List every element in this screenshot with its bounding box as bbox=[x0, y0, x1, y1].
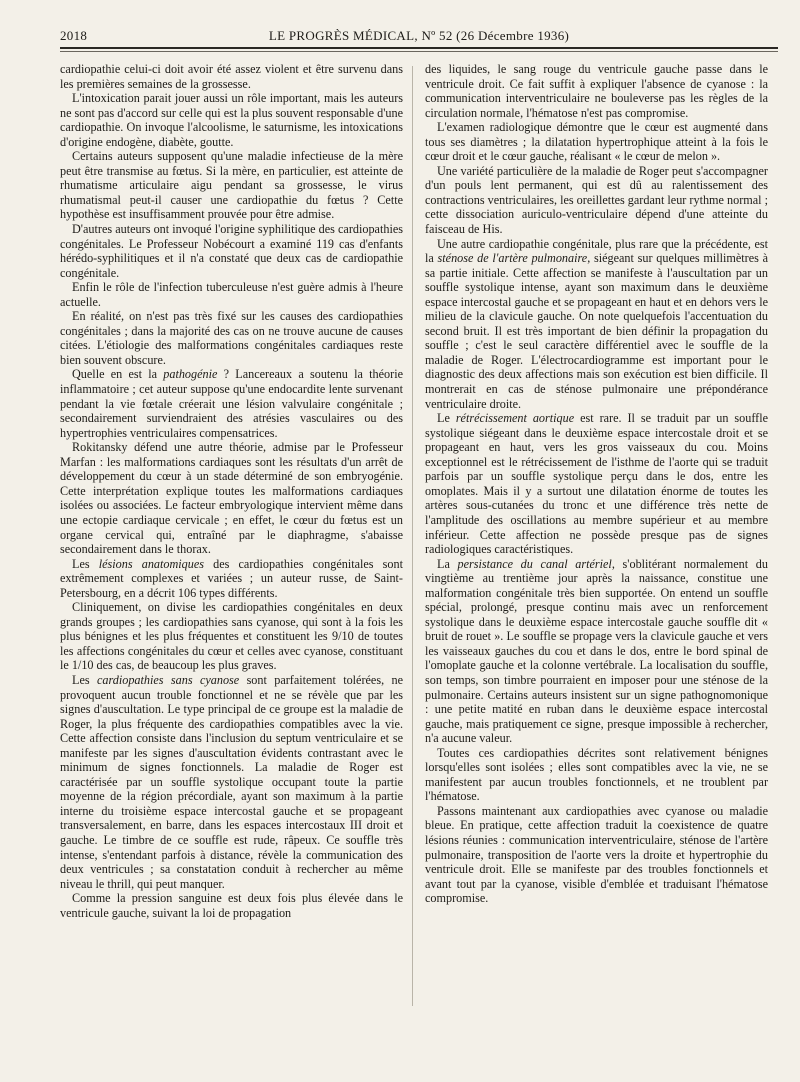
paragraph bbox=[60, 673, 403, 891]
paragraph: En réalité, on n'est pas très fixé sur les causes des cardiopathies congénitales ; dans la majorité des cas on ne trouve aucune de causes citées. L'étiologie des malformations congénitales cardiaques reste bien souvent obscure. bbox=[60, 309, 403, 367]
paragraph-text: sont parfaitement tolérées, ne provoquent aucun trouble fonctionnel et ne se révèle que par les signes d'auscultation. Le type principal de ce groupe est la maladie de Roger, la plus fréquente des cardiopathies compatibles avec la vie. Cette affection consiste dans l'inclusion du septum ventriculaire et se manifeste par les signes d'auscultation évidents contrastant avec le minimum de signes fonctionnels. La maladie de Roger est caractérisée par un souffle systolique occupant toute la partie moyenne de la région précordiale, ayant son maximum à la partie interne du troisième espace intercostal gauche et se propageant transversalement, en barre, dans les espaces intercostaux III droit et gauche. Le timbre de ce souffle est rude, râpeux. Ce souffle très intense, s'entendant parfois à distance, révèle la communication des deux ventricules ; sa constatation conduit à rechercher au même niveau le thrill, qui peut manquer. bbox=[60, 672, 404, 891]
left-column bbox=[60, 62, 403, 920]
page-number: 2018 bbox=[60, 28, 88, 43]
paragraph bbox=[60, 367, 403, 440]
paragraph-text: La bbox=[437, 556, 458, 571]
paragraph-text: des cardiopathies congénitales sont extrêmement complexes et variées ; un auteur russe, de Saint-Petersbourg, en a décrit 106 types différents. bbox=[60, 556, 403, 600]
paragraph: Une variété particulière de la maladie de Roger peut s'accompagner d'un pouls lent permanent, qui est dû au ralentissement des contractions ventriculaires, les oreillettes gardant leur rythme normal ; cette dissociation auriculo-ventriculaire dépend d'une atteinte du faisceau de His. bbox=[425, 163, 768, 237]
paragraph bbox=[425, 237, 768, 412]
emphasized-term: cardiopathies sans cyanose bbox=[96, 672, 240, 687]
paragraph: des liquides, le sang rouge du ventricule gauche passe dans le ventricule droit. Ce fait suffit à expliquer l'absence de cyanose : la communication interventriculaire ne bouleverse pas les règles de la circulation normale, l'hématose n'est pas compromise. bbox=[425, 62, 768, 120]
column-divider bbox=[412, 66, 413, 1006]
paragraph-text: Les bbox=[72, 556, 99, 571]
paragraph-text: Quelle en est la bbox=[72, 367, 164, 382]
paragraph-text: est rare. Il se traduit par un souffle systolique siégeant dans le deuxième espace intercostale droit et se propageant en haut, vers les gros vaisseaux du cou. Moins exceptionnel est le rétrécissement de l'isthme de l'aorte qui se traduit parfois par un souffle systolique perçu dans le dos, entre les omoplates. Mais il y a surtout une dilatation énorme de toutes les artères sous-cutanées du tronc et une différence très nette de l'amplitude des oscillations au membre supérieur et au membre inférieur. Cette affection ne possède presque pas de signes radiologiques caractéristiques. bbox=[425, 411, 769, 557]
paragraph: Toutes ces cardiopathies décrites sont relativement bénignes lorsqu'elles sont isolées ; elles sont compatibles avec la vie, ne se manifestent par aucun troubles fonctionnels, et ne troublent par l'hématose. bbox=[425, 745, 768, 804]
paragraph-text: , s'oblitérant normalement du vingtième au trentième jour après la naissance, constitue une malformation congénitale très bien supportée. On entend un souffle spécial, prolongé, presque continu mais avec un renforcement systolique dans le deuxième espace intercostale gauche souffle dit « bruit de rouet ». Le souffle se propage vers la clavicule gauche et vers les vaisseaux gauches du cou et dans le dos, entre le bord spinal de l'omoplate gauche et la colonne vertébrale. La localisation du souffle, son temps, son timbre pourraient en imposer pour une sténose de la pulmonaire. Certains auteurs insistent sur un signe pathognomonique : une petite matité en ruban dans le deuxième espace intercostal gauche, mais pratiquement ce signe, presque impossible à rechercher, n'a aucune valeur. bbox=[425, 556, 768, 746]
paragraph: Enfin le rôle de l'infection tuberculeuse n'est guère admis à l'heure actuelle. bbox=[60, 280, 403, 309]
paragraph: D'autres auteurs ont invoqué l'origine syphilitique des cardiopathies congénitales. Le Professeur Nobécourt a examiné 119 cas d'enfants hérédo-syphilitiques et il n'a constaté que deux cas de cardiopathie congénitale. bbox=[60, 222, 403, 280]
emphasized-term: rétrécissement aortique bbox=[455, 411, 575, 426]
paragraph-text: , siégeant sur quelques millimètres à sa partie initiale. Cette affection se manifeste à l'auscultation par un souffle systolique intense, ayant son maximum dans le deuxième espace intercostal gauche et se propageant en haut et en dehors vers le milieu de la clavicule gauche. On note quelquefois l'accentuation du second bruit. Il est très important de bien définir la propagation du souffle ; c'est le seul caractère différentiel avec le souffle de la maladie de Roger. L'électrocardiogramme est important pour le diagnostic des deux affections mais son exécution est bien difficile. Il montrerait en cas de sténose pulmonaire une prépondérance ventriculaire droite. bbox=[425, 251, 768, 411]
paragraph-text: Les bbox=[72, 672, 97, 687]
paragraph: cardiopathie celui-ci doit avoir été assez violent et être survenu dans les premières semaines de la grossesse. bbox=[60, 62, 403, 91]
paragraph: Passons maintenant aux cardiopathies avec cyanose ou maladie bleue. En pratique, cette affection traduit la coexistence de quatre lésions réunies : communication interventriculaire, sténose de l'artère pulmonaire, transposition de l'aorte vers la droite et hypertrophie du ventricule droit. Elle se manifeste par des troubles fonctionnels et avant tout par la cyanose, visible d'emblée et traduisant l'hématose compromise. bbox=[425, 803, 768, 906]
header-rule bbox=[60, 47, 778, 49]
paragraph: L'intoxication parait jouer aussi un rôle important, mais les auteurs ne sont pas d'accord sur celle qui est la plus souvent responsable d'une cardiopathie. On invoque l'alcoolisme, le saturnisme, les intoxications d'origine endogène, diabète, goutte. bbox=[60, 91, 403, 149]
paragraph: Cliniquement, on divise les cardiopathies congénitales en deux grands groupes ; les cardiopathies sans cyanose, qui sont à la fois les plus bénignes et les plus fréquentes et constituent les 9/10 de toutes les affections congénitales du cœur et celles avec cyanose, constituant le 1/10 des cas, de beaucoup les plus graves. bbox=[60, 600, 403, 673]
emphasized-term: lésions anatomiques bbox=[98, 556, 205, 571]
running-title: LE PROGRÈS MÉDICAL, Nº 52 (26 Décembre 1936) bbox=[268, 28, 570, 43]
paragraph bbox=[425, 557, 768, 746]
paragraph-text: ? Lancereaux a soutenu la théorie inflammatoire ; cet auteur suppose qu'une endocardite lente survenant pendant la vie fœtale créerait une lésion valvulaire congénitale ; secondairement surviendraient des atrésies vasculaires ou des hypertrophies ventriculaires compensatrices. bbox=[60, 367, 403, 440]
paragraph bbox=[60, 557, 403, 601]
emphasized-term: pathogénie bbox=[163, 367, 218, 382]
paragraph: Comme la pression sanguine est deux fois plus élevée dans le ventricule gauche, suivant la loi de propagation bbox=[60, 891, 403, 920]
right-column bbox=[425, 62, 768, 906]
paragraph bbox=[425, 411, 768, 556]
paragraph-text: Le bbox=[437, 411, 456, 426]
paragraph: L'examen radiologique démontre que le cœur est augmenté dans tous ses diamètres ; la dilatation hypertrophique atteint à la fois le cœur droit et le cœur gauche, réalisant « le cœur de melon ». bbox=[425, 120, 768, 164]
paragraph: Rokitansky défend une autre théorie, admise par le Professeur Marfan : les malformations cardiaques sont les résultats d'un arrêt de développement du cœur à un stade déterminé de son embryogénie. Cette interprétation explique toutes les malformations cardiaques isolées ou associées. Le facteur embryologique intervient même dans une ectopie cardiaque cervicale ; en effet, le cœur du fœtus est un organe cervical qui, entraîné par le diaphragme, s'abaisse secondairement dans le thorax. bbox=[60, 440, 403, 557]
emphasized-term: persistance du canal artériel bbox=[457, 556, 612, 571]
running-header bbox=[60, 26, 778, 48]
paragraph: Certains auteurs supposent qu'une maladie infectieuse de la mère peut être transmise au fœtus. Si la mère, en particulier, est atteinte de rhumatisme articulaire aigu pendant sa grossesse, le virus rhumatismal peut-il causer une cardiopathie du fœtus ? Cette hypothèse est insuffisamment prouvée pour être admise. bbox=[60, 149, 403, 222]
emphasized-term: sténose de l'artère pulmonaire bbox=[437, 251, 588, 266]
paragraph-text: Une autre cardiopathie congénitale, plus rare que la précédente, est la bbox=[425, 236, 768, 266]
header-rule-thin bbox=[60, 51, 778, 52]
